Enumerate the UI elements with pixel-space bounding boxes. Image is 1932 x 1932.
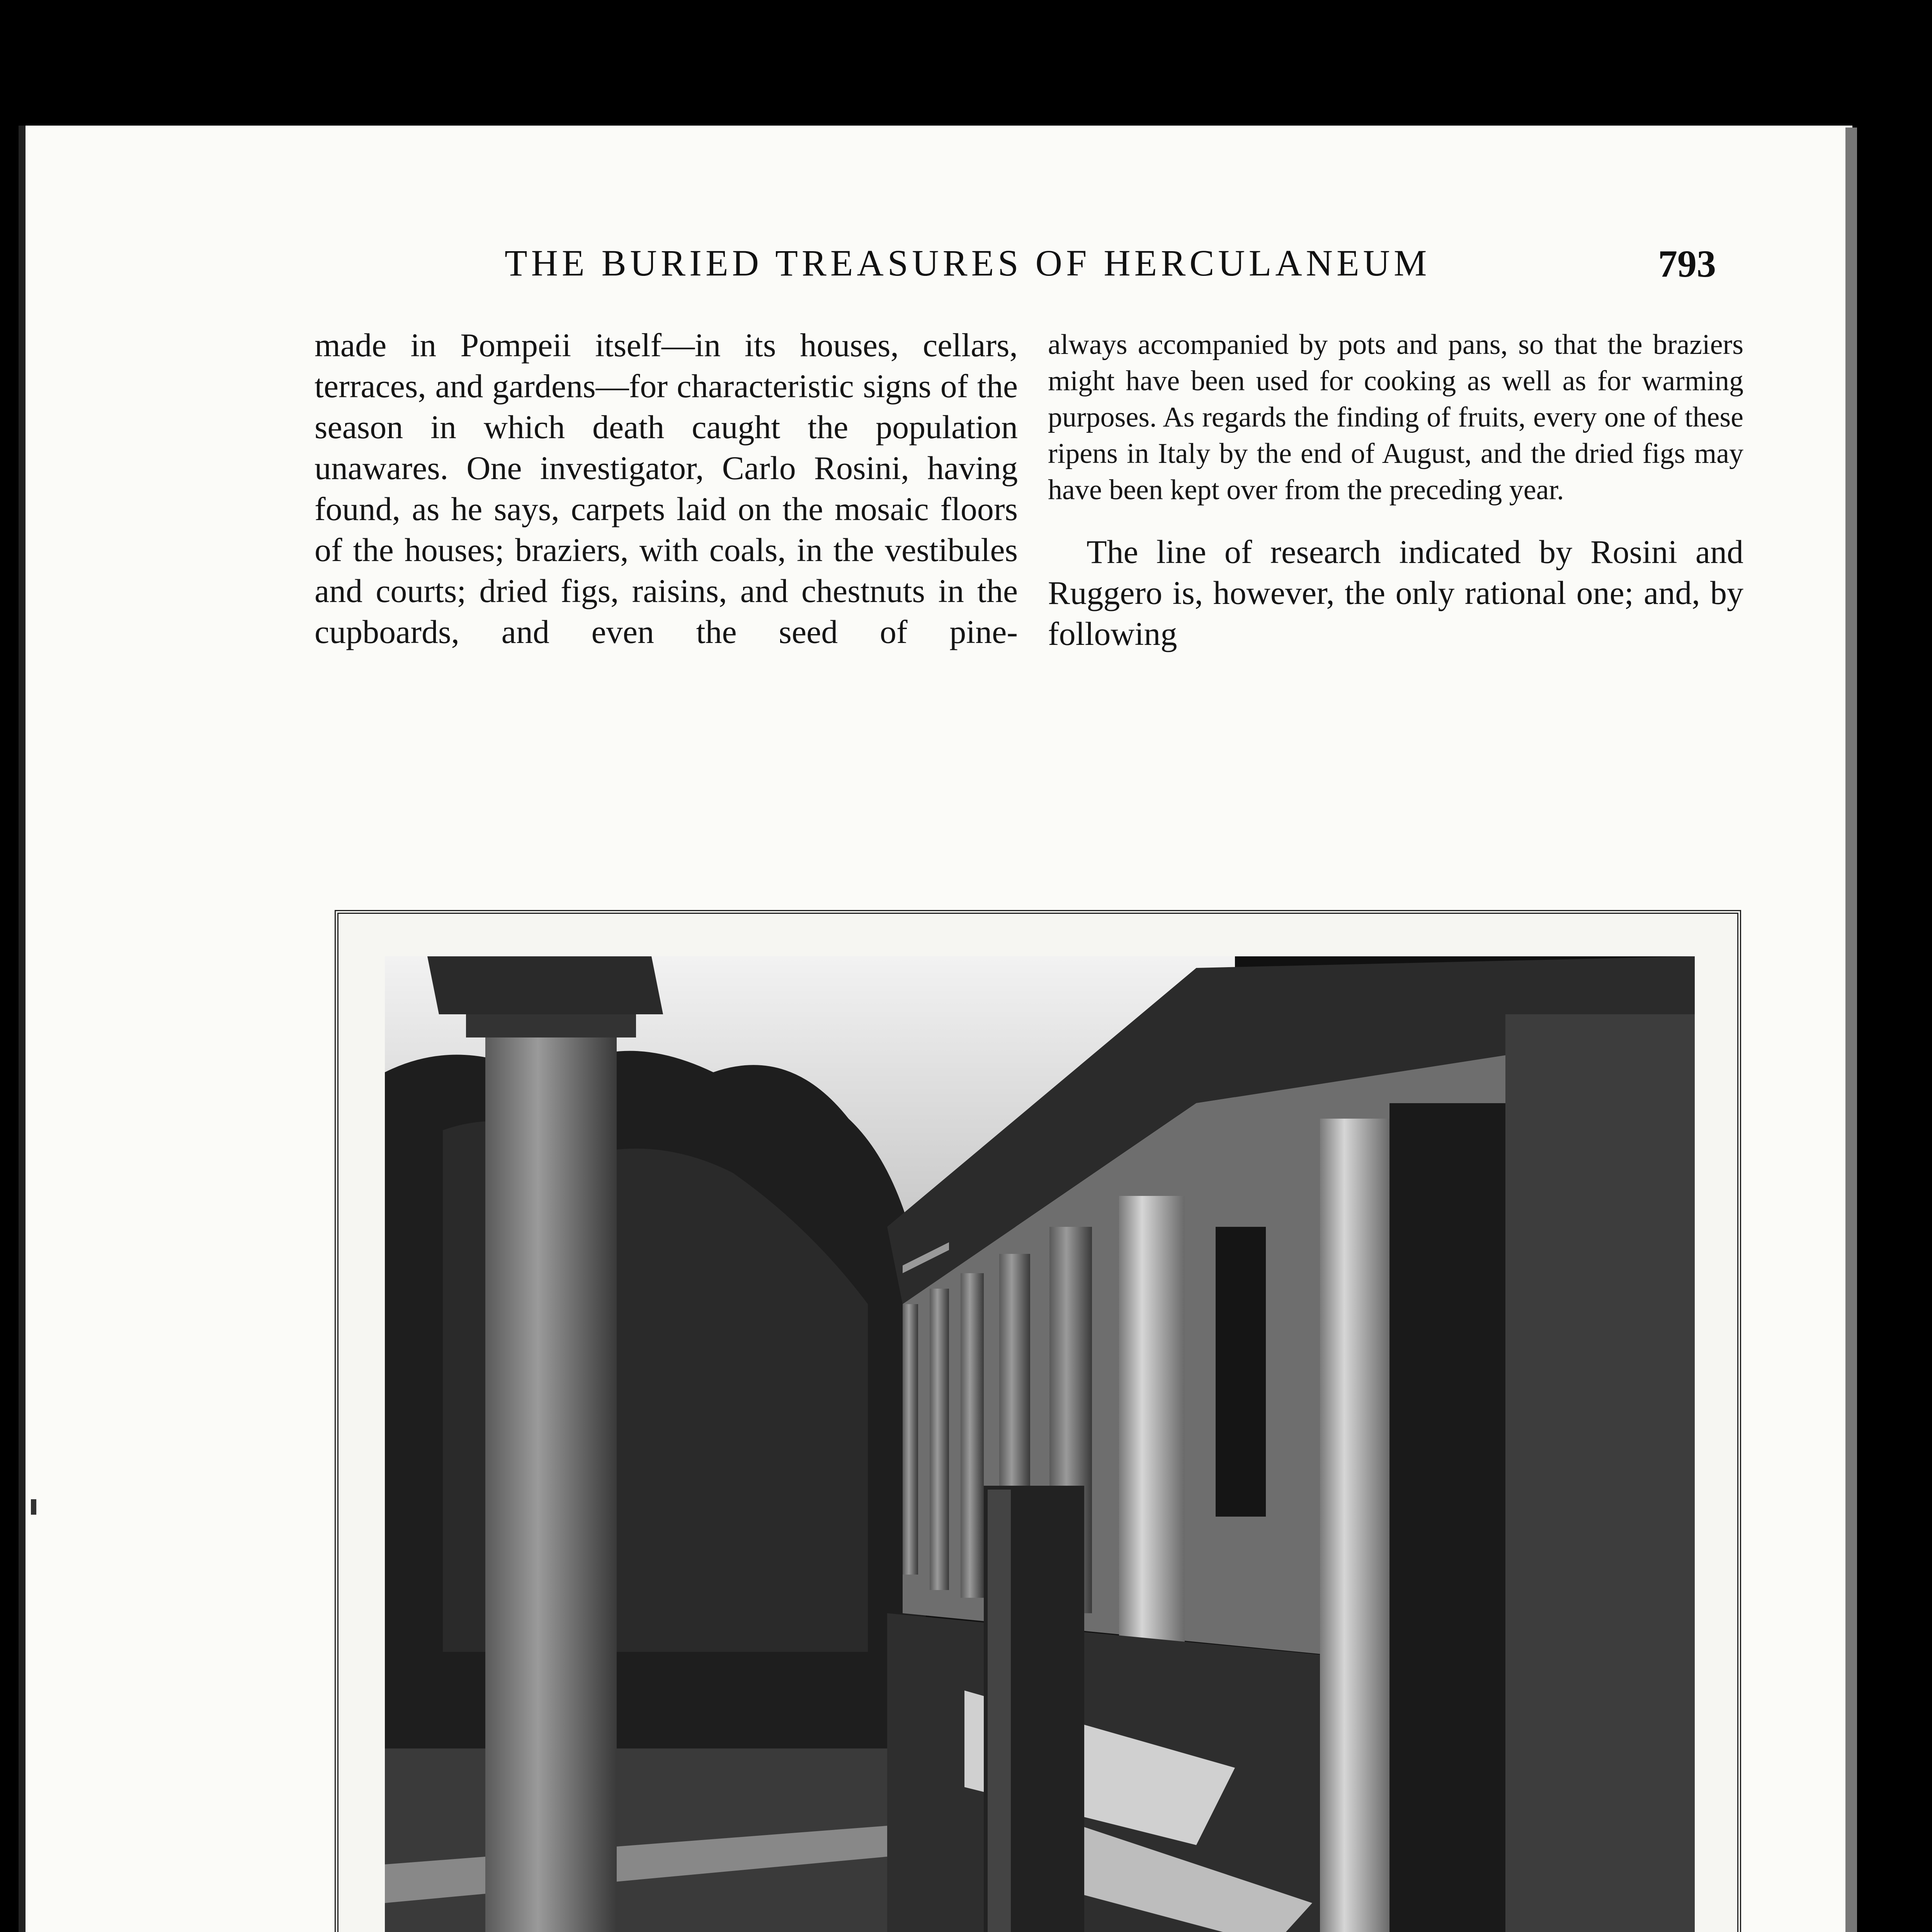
paragraph: always accompanied by pots and pans, so that the braziers might have been used for cooking as well as for warming purposes. As regards the finding of fruits, every one of these ripens in Italy by the end of August, and the dried figs may have been kept over from the preceding year.	[1048, 329, 1743, 506]
paragraph: made in Pompeii itself—in its houses, cellars, terraces, and gardens—for characteristic signs of the season in which death caught the population unawares. One investigator, Carlo Rosini, having found, as he says, carpets laid on the mosaic floors of the houses; braziers, with coals, in the vestibules and courts; dried figs, raisins, and chestnuts in the cupboards, and even the seed of pine-	[315, 327, 1018, 650]
scan-background-top	[0, 0, 1932, 128]
paragraph-text: The line of research indicated by Rosini and Ruggero is, however, the only rational one; and, by following	[1048, 533, 1743, 652]
column-top-right	[1048, 327, 1743, 654]
column-top-left	[315, 325, 1018, 652]
page-number: 793	[1658, 242, 1716, 285]
running-head: THE BURIED TREASURES OF HERCULANEUM	[505, 242, 1431, 284]
paragraph	[1048, 531, 1743, 654]
magazine-page	[19, 126, 1852, 1932]
binding-mark	[31, 1499, 36, 1515]
garden-photograph	[385, 956, 1695, 1932]
photo-frame	[335, 910, 1741, 1932]
page-edge	[1845, 128, 1857, 1932]
colonnade-image	[385, 956, 1695, 1932]
